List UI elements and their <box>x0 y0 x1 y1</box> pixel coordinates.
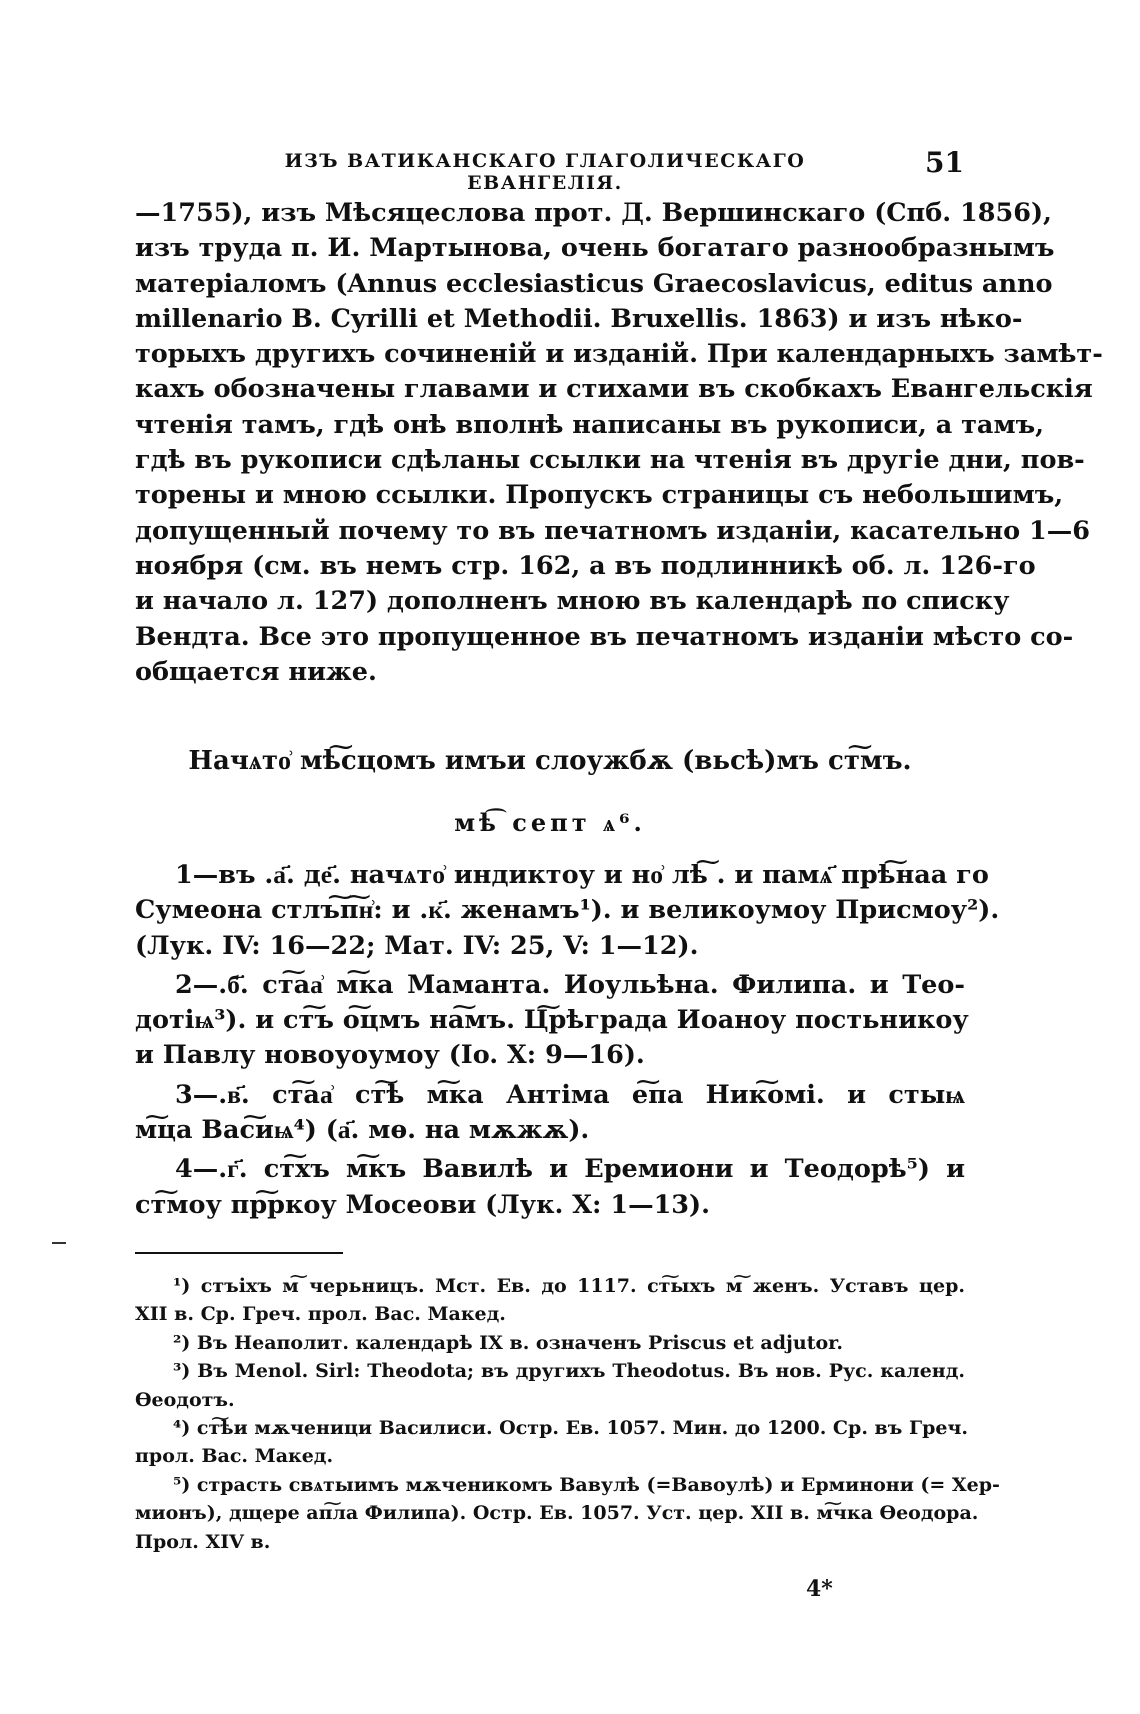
footnotes <box>135 1272 1000 1556</box>
calendar-entry <box>135 1078 965 1149</box>
body-line: ноября (см. въ немъ стр. 162, а въ подлинникѣ об. л. 126-го <box>135 550 1036 581</box>
footnote-line: Прол. XIV в. <box>135 1530 271 1553</box>
entry-line: ст͠моу пр͠ркоу Мосеови (Лук. X: 1—13). <box>135 1189 710 1220</box>
body-line: общается ниже. <box>135 656 377 687</box>
footnote-rule <box>135 1252 343 1254</box>
footnote-line: ¹) стъіхъ м͠ черьницъ. Мст. Ев. до 1117. ст͠ыхъ м͠ женъ. Уставъ цер. <box>173 1275 965 1297</box>
entry-line: и Павлу новоуоумоу (Io. X: 9—16). <box>135 1040 645 1071</box>
entry-line: м͠ца Вас͠иѩ⁴) (а҃. мѳ. на мѫжѫ). <box>135 1115 590 1146</box>
calendar-entry <box>135 968 969 1074</box>
entry-line: дотіѩ³). и ст͠ъ о͠цмъ на͠мъ. Ц͠рѣграда Иоаноу постьникоу <box>135 1005 969 1036</box>
body-line: Вендта. Все это пропущенное въ печатномъ изданіи мѣсто со- <box>135 621 1074 652</box>
footnote-line: прол. Вас. Макед. <box>135 1445 334 1468</box>
entry-line: 3—.в҃. ст͠аа͗ ст͠ѣ м͠ка Антіма е͠па Ник͠омі. и стыѩ <box>175 1079 965 1110</box>
page-number: 51 <box>925 146 964 179</box>
footnote-line: ³) Въ Menol. Sirl: Theodota; въ другихъ Theodotus. Въ нов. Рус. календ. <box>173 1360 965 1383</box>
footnote-line: Ѳеодотъ. <box>135 1388 235 1411</box>
body-line: гдѣ въ рукописи сдѣланы ссылки на чтенія въ другіе дни, пов- <box>135 445 1085 476</box>
running-title: ИЗЪ ВАТИКАНСКАГО ГЛАГОЛИЧЕСКАГО ЕВАНГЕЛІЯ. <box>284 150 806 194</box>
footnote <box>135 1357 965 1414</box>
month-heading: мѣ͡ септ ѧ⁶. <box>454 808 646 837</box>
footnote-line: ²) Въ Неаполит. календарѣ IX в. означенъ Priscus et adjutor. <box>173 1331 844 1354</box>
footnote-line: ⁴) ст͠ѣи мѫченици Василиси. Остр. Ев. 1057. Мин. до 1200. Ср. въ Греч. <box>173 1416 968 1439</box>
body-line: изъ труда п. И. Мартынова, очень богатаго разнообразнымъ <box>135 233 1055 264</box>
body-line: торены и мною ссылки. Пропускъ страницы съ небольшимъ, <box>135 480 1064 511</box>
footnote <box>135 1329 965 1357</box>
body-line: и начало л. 127) дополненъ мною въ календарѣ по списку <box>135 586 1010 617</box>
entry-line: 4—.г҃. ст͠хъ м͠къ Вавилѣ и Еремиони и Теодорѣ⁵) и <box>175 1154 965 1185</box>
footnote <box>135 1272 965 1329</box>
body-line: торыхъ другихъ сочиненій и изданій. При календарныхъ замѣт- <box>135 339 1103 370</box>
footnote <box>135 1471 1000 1556</box>
margin-mark <box>52 1242 66 1244</box>
signature-mark: 4* <box>806 1576 833 1602</box>
body-line: —1755), изъ Мѣсяцеслова прот. Д. Вершинскаго (Спб. 1856), <box>135 198 1052 228</box>
calendar-entry <box>135 1152 965 1223</box>
footnote-line: XII в. Ср. Греч. прол. Вас. Макед. <box>135 1303 506 1326</box>
footnote-line: ⁵) страсть свѧтыимъ мѫченикомъ Вавулѣ (=Вавоулѣ) и Ерминони (= Хер- <box>173 1473 1000 1496</box>
body-line: чтенія тамъ, гдѣ онѣ вполнѣ написаны въ рукописи, а тамъ, <box>135 409 1045 440</box>
entry-line: 1—въ .а҃. де҃. начѧто͗ индиктоу и но͗ лѣ͠ . и памѧ҃ прѣ͠наа го <box>175 860 989 890</box>
body-paragraph <box>135 196 1103 690</box>
section-heading: Начѧто͗ мѣ͠сцомъ имъи слоужбѫ (вьсѣ)мъ ст͠мъ. <box>188 746 912 776</box>
calendar-entry <box>135 858 1000 964</box>
body-line: матеріаломъ (Annus ecclesiasticus Graecoslavicus, editus anno <box>135 268 1053 299</box>
entry-line: 2—.б҃. ст͠аа͗ м͠ка Маманта. Иоульѣна. Филипа. и Тео- <box>175 969 965 1000</box>
entry-line: Сумеона стлъ͠п͠н͗: и .к҃. женамъ¹). и великоумоу Присмоу²). <box>135 895 1000 926</box>
calendar-entries <box>135 858 1000 1223</box>
body-line: допущенный почему то въ печатномъ изданіи, касательно 1—6 <box>135 515 1090 546</box>
footnote-line: мионъ), дщере ап͠ла Филипа). Остр. Ев. 1057. Уст. цер. XII в. м͠чка Ѳеодора. <box>135 1502 979 1525</box>
body-line: millenario B. Cyrilli et Methodii. Bruxellis. 1863) и изъ нѣко- <box>135 303 1023 334</box>
body-line: кахъ обозначены главами и стихами въ скобкахъ Евангельскія <box>135 374 1093 405</box>
footnote <box>135 1414 968 1471</box>
entry-line: (Лук. IV: 16—22; Мат. IV: 25, V: 1—12). <box>135 930 699 961</box>
